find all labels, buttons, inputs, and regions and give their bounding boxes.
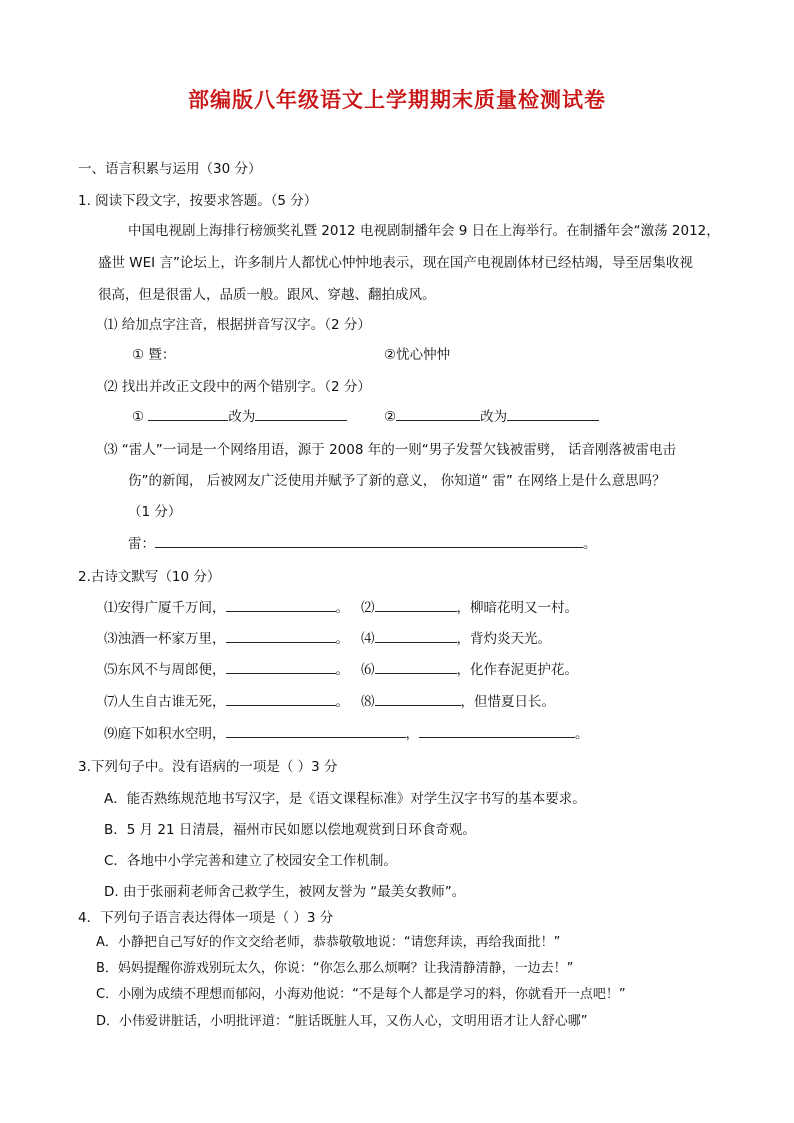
q1-passage-line: 中国电视剧上海排行榜颁奖礼暨 2012 电视剧制播年会 9 日在上海举行。在制播年会“激荡 2012， (128, 223, 720, 239)
poem-end: 。 (335, 662, 349, 678)
answer-blank[interactable] (375, 658, 457, 674)
q1-passage-line: 很高，但是很雷人，品质一般。跟风、穿越、翻拍成风。 (98, 287, 436, 303)
answer-blank[interactable] (507, 405, 599, 421)
poem-end: 。 (335, 694, 349, 710)
q2-stem: 2.古诗文默写（10 分） (78, 569, 221, 585)
item-number: ② (384, 409, 397, 425)
poem-left: ⑸东风不与周郎便， (104, 662, 226, 678)
poem-right: ，但惜夏日长。 (460, 694, 555, 710)
answer-label: 雷： (128, 536, 155, 552)
answer-blank[interactable] (226, 627, 336, 643)
item-number: ① (132, 409, 145, 425)
q1-sub1-item2: ②忧心忡忡 (384, 347, 451, 363)
q4-option: A．小静把自己写好的作文交给老师，恭恭敬敬地说：“请您拜读，再给我面批！” (96, 935, 561, 950)
poem-right: ，背灼炎天光。 (456, 631, 551, 647)
poem-number: ⑷ (361, 631, 375, 647)
poem-left: ⑶浊酒一杯家万里， (104, 631, 226, 647)
answer-blank[interactable] (226, 722, 406, 738)
answer-end: 。 (583, 536, 597, 552)
poem-row (104, 627, 349, 647)
item-text: 改为 (480, 409, 508, 425)
q1-sub1: ⑴ 给加点字注音，根据拼音写汉字。（2 分） (104, 317, 371, 333)
poem-end: 。 (335, 600, 349, 616)
answer-blank[interactable] (255, 405, 347, 421)
answer-blank[interactable] (375, 690, 461, 706)
q1-passage-line: 盛世 WEI 言”论坛上，许多制片人都忧心忡忡地表示，现在国产电视剧体材已经枯竭，导至居集收视 (98, 255, 693, 271)
q1-sub1-item1: ① 暨： (132, 347, 176, 363)
poem-number: ⑻ (361, 694, 375, 710)
q3-option: B．5 月 21 日清晨，福州市民如愿以偿地观赏到日环食奇观。 (104, 822, 476, 838)
answer-blank[interactable] (155, 532, 583, 548)
q1-sub2: ⑵ 找出并改正文段中的两个错别字。（2 分） (104, 379, 371, 395)
answer-blank[interactable] (148, 405, 228, 421)
answer-blank[interactable] (375, 627, 457, 643)
answer-blank[interactable] (396, 405, 480, 421)
poem-row-right (361, 596, 578, 616)
poem-end: 。 (335, 631, 349, 647)
answer-blank[interactable] (226, 596, 336, 612)
q4-option: D．小伟爱讲脏话，小明批评道：“脏话既脏人耳，又伤人心，文明用语才让人舒心哪” (96, 1014, 588, 1029)
poem-left: ⑺人生自古谁无死， (104, 694, 226, 710)
poem-number: ⑵ (361, 600, 375, 616)
q1-sub3-line: 伤”的新闻， 后被网友广泛使用并赋予了新的意义， 你知道“ 雷” 在网络上是什么意思吗？ (128, 473, 666, 489)
poem-right: ，化作春泥更护花。 (456, 662, 578, 678)
q1-sub3-line: （1 分） (128, 504, 182, 520)
q3-option: A．能否熟练规范地书写汉字，是《语文课程标准》对学生汉字书写的基本要求。 (104, 791, 586, 807)
answer-blank[interactable] (375, 596, 457, 612)
poem-end: 。 (575, 726, 589, 742)
page-title: 部编版八年级语文上学期期末质量检测试卷 (188, 88, 606, 112)
section-heading: 一、语言积累与运用（30 分） (78, 161, 262, 177)
answer-blank[interactable] (419, 722, 575, 738)
q4-option: B．妈妈提醒你游戏别玩太久，你说：“你怎么那么烦啊？让我清静清静，一边去！” (96, 961, 574, 976)
q4-stem: 4．下列句子语言表达得体一项是（ ）3 分 (78, 910, 334, 926)
poem-left: ⑼庭下如积水空明， (104, 726, 226, 742)
q3-option: D. 由于张丽莉老师舍己救学生，被网友誉为 “最美女教师”。 (104, 884, 466, 900)
poem-row (104, 658, 349, 678)
q1-sub2-item2 (384, 405, 599, 425)
q3-stem: 3.下列句子中。没有语病的一项是（ ）3 分 (78, 759, 338, 775)
q1-sub3-line: ⑶ “雷人”一词是一个网络用语，源于 2008 年的一则“男子发誓欠钱被雷劈， 话音刚落被雷电击 (104, 442, 677, 458)
q3-option: C．各地中小学完善和建立了校园安全工作机制。 (104, 853, 397, 869)
answer-blank[interactable] (226, 690, 336, 706)
poem-row (104, 722, 589, 742)
poem-right: ，柳暗花明又一村。 (456, 600, 578, 616)
poem-left: ⑴安得广厦千万间， (104, 600, 226, 616)
q4-option: C．小刚为成绩不理想而郁闷，小海劝他说：“不是每个人都是学习的料，你就看开一点吧！” (96, 987, 626, 1002)
poem-comma: ， (405, 726, 419, 742)
poem-row (104, 690, 349, 710)
q1-sub2-item1 (132, 405, 347, 425)
poem-row-right (361, 690, 555, 710)
poem-row (104, 596, 349, 616)
poem-row-right (361, 627, 551, 647)
poem-number: ⑹ (361, 662, 375, 678)
poem-row-right (361, 658, 578, 678)
answer-blank[interactable] (226, 658, 336, 674)
q1-stem: 1. 阅读下段文字，按要求答题。（5 分） (78, 193, 318, 209)
item-text: 改为 (228, 409, 256, 425)
q1-sub3-answer (128, 532, 597, 552)
